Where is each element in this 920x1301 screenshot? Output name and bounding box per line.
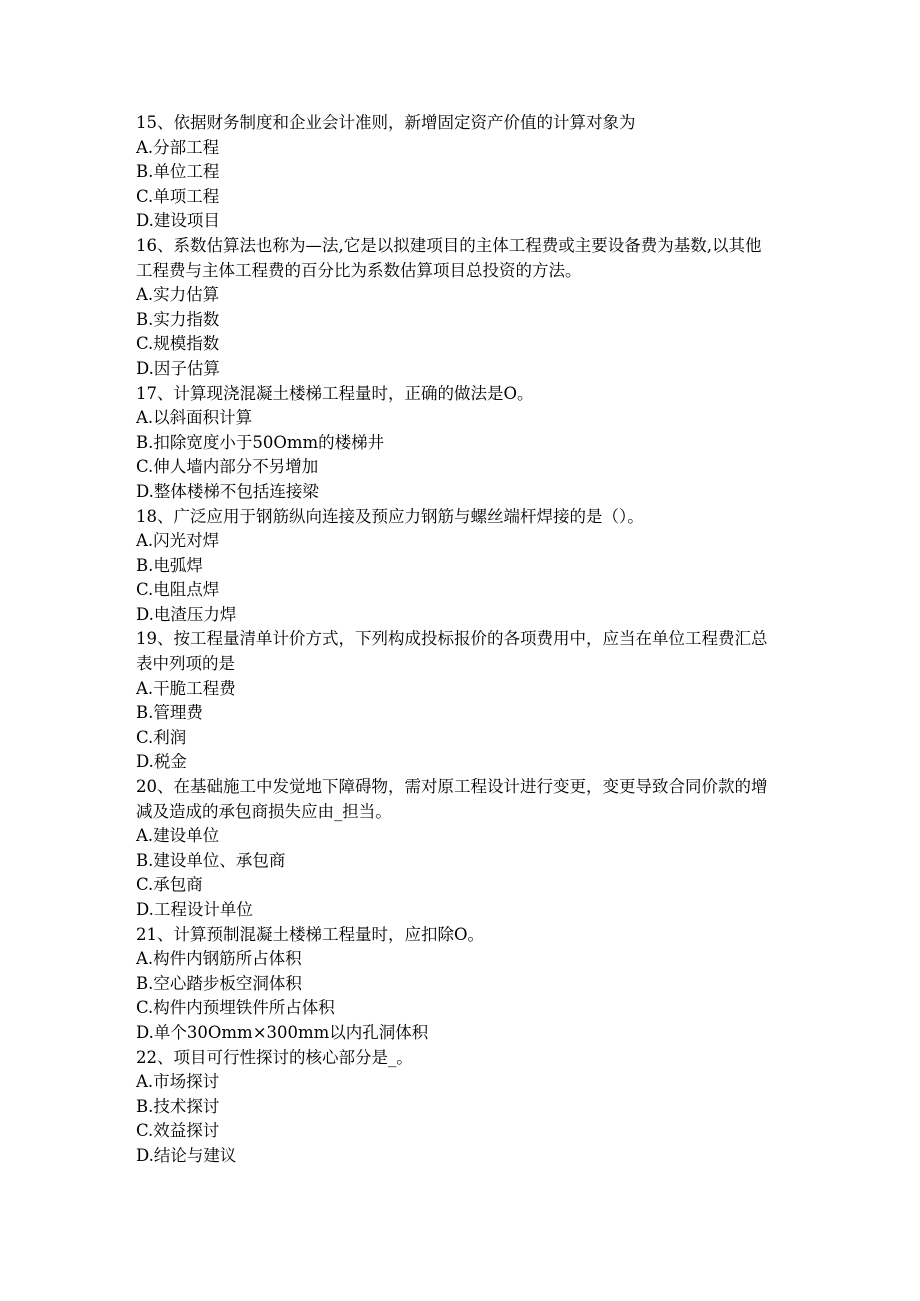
- option-a: A.构件内钢筋所占体积: [136, 949, 302, 969]
- question-19: [136, 627, 776, 775]
- option-a: A.分部工程: [136, 137, 220, 157]
- question-22: [136, 1046, 776, 1169]
- option-d: D.工程设计单位: [136, 900, 253, 919]
- option-c: C.构件内预埋铁件所占体积: [136, 998, 335, 1018]
- option-a: A.实力估算: [136, 285, 220, 305]
- option-d: D.整体楼梯不包括连接梁: [136, 481, 319, 501]
- question-17: [136, 382, 776, 505]
- option-a: A.以斜面积计算: [136, 408, 253, 428]
- option-c: C.规模指数: [136, 334, 220, 354]
- option-a: A.闪光对焊: [136, 531, 220, 551]
- option-b: B.空心踏步板空洞体积: [136, 973, 302, 993]
- option-d: D.结论与建议: [136, 1145, 237, 1165]
- option-b: B.建设单位、承包商: [136, 850, 286, 870]
- option-b: B.扣除宽度小于50Omm的楼梯井: [136, 432, 385, 452]
- option-a: A.市场探讨: [136, 1072, 220, 1092]
- option-d: D.单个30Omm×300mm以内孔洞体积: [136, 1022, 429, 1042]
- option-b: B.单位工程: [136, 162, 220, 182]
- question-text: 18、广泛应用于钢筋纵向连接及预应力钢筋与螺丝端杆焊接的是（）。: [136, 506, 644, 526]
- question-text: 17、计算现浇混凝土楼梯工程量时，正确的做法是O。: [136, 383, 534, 403]
- question-20: [136, 775, 776, 923]
- question-text: 16、系数估算法也称为—法,它是以拟建项目的主体工程费或主要设备费为基数,以其他工程费与主体工程费的百分比为系数估算项目总投资的方法。: [136, 235, 762, 280]
- option-d: D.电渣压力焊: [136, 604, 237, 624]
- question-15: [136, 111, 776, 234]
- question-18: [136, 505, 776, 628]
- option-d: D.税金: [136, 752, 187, 772]
- question-text: 20、在基础施工中发觉地下障碍物，需对原工程设计进行变更，变更导致合同价款的增减及造成的承包商损失应由_担当。: [136, 777, 768, 821]
- option-b: B.技术探讨: [136, 1096, 220, 1116]
- option-b: B.管理费: [136, 703, 203, 723]
- question-16: [136, 234, 776, 382]
- option-c: C.利润: [136, 727, 187, 747]
- option-c: C.单项工程: [136, 186, 220, 206]
- option-d: D.建设项目: [136, 211, 220, 231]
- question-text: 19、按工程量清单计价方式，下列构成投标报价的各项费用中，应当在单位工程费汇总表中列项的是: [136, 629, 768, 674]
- question-list: [136, 111, 776, 1169]
- option-a: A.建设单位: [136, 826, 220, 846]
- option-c: C.承包商: [136, 875, 203, 895]
- option-b: B.电弧焊: [136, 555, 203, 575]
- option-c: C.电阻点焊: [136, 580, 220, 600]
- question-21: [136, 923, 776, 1046]
- option-d: D.因子估算: [136, 358, 220, 378]
- option-c: C.伸人墙内部分不另增加: [136, 457, 319, 477]
- question-text: 21、计算预制混凝土楼梯工程量时，应扣除O。: [136, 924, 485, 944]
- question-text: 22、项目可行性探讨的核心部分是_。: [136, 1047, 413, 1067]
- option-a: A.干脆工程费: [136, 678, 236, 698]
- option-b: B.实力指数: [136, 309, 220, 329]
- question-text: 15、依据财务制度和企业会计准则，新增固定资产价值的计算对象为: [136, 113, 636, 132]
- option-c: C.效益探讨: [136, 1121, 220, 1141]
